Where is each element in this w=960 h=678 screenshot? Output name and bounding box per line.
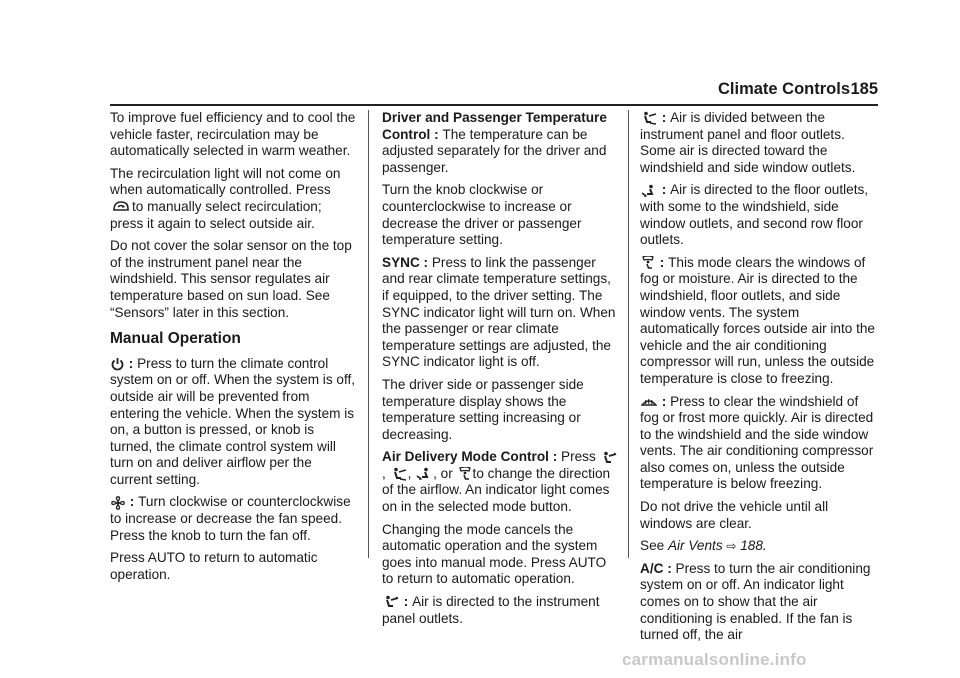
floor-mode-icon	[641, 184, 657, 198]
defog-mode-icon	[458, 467, 472, 481]
column-2	[382, 110, 618, 633]
text: to manually select recirculation; press it again to select outside air.	[110, 198, 322, 231]
air-vents-link[interactable]: Air Vents	[667, 538, 723, 554]
watermark: carmanualsonline.info	[622, 650, 807, 669]
text: Air is directed to the instrument panel outlets.	[382, 594, 600, 626]
fan-icon	[111, 496, 125, 510]
column-divider	[628, 110, 629, 558]
vent-mode-icon	[601, 451, 617, 465]
paragraph-recirculation	[110, 166, 356, 232]
bilevel-mode-icon	[641, 111, 657, 125]
label: Air Delivery Mode Control :	[382, 449, 562, 465]
paragraph-fuel-efficiency: To improve fuel efficiency and to cool the vehicle faster, recirculation may be automatically selected in warm weather.	[110, 110, 356, 159]
paragraph-do-not-drive: Do not drive the vehicle until all windows are clear.	[640, 499, 829, 531]
floor-mode-icon	[416, 467, 432, 481]
label: :	[658, 393, 671, 409]
text: See	[640, 538, 668, 554]
paragraph-auto: Press AUTO to return to automatic operation.	[110, 550, 318, 582]
column-1	[110, 110, 356, 589]
label: SYNC :	[382, 254, 432, 270]
defog-mode-icon	[641, 256, 655, 270]
paragraph-vent	[382, 594, 618, 627]
paragraph-temperature-control	[382, 110, 618, 176]
paragraph-floor	[640, 182, 878, 248]
paragraph-fan	[110, 494, 356, 544]
paragraph-bilevel	[640, 110, 878, 176]
paragraph-air-delivery	[382, 449, 618, 515]
paragraph-changing-mode: Changing the mode cancels the automatic operation and the system goes into manual mode. Press AUTO to return to automatic operation.	[382, 521, 607, 587]
text: to change the direction of the airflow. An indicator light comes on in the selected mode button.	[382, 465, 611, 515]
section-title: Climate Controls	[718, 80, 851, 98]
vent-mode-icon	[383, 595, 399, 609]
text: This mode clears the windows of fog or moisture. Air is directed to the windshield, floor outlets, and side window vents. The system automatically forces outside air into the vehicle and the air conditioning compressor will run, unless the outside temperature is close to freezing.	[640, 254, 875, 386]
text: ,	[382, 465, 386, 481]
paragraph-defrost	[640, 394, 878, 494]
text: Press to link the passenger and rear climate temperature settings, if equipped, to the driver setting. The SYNC indicator light will turn on. When the passenger or rear climate temperature settings are adjusted, the SYNC indicator light is off.	[382, 254, 616, 370]
text: Press to turn the air conditioning system on or off. An indicator light comes on to show that the air conditioning is enabled. If the fan is turned off, the air	[640, 560, 871, 643]
column-3	[640, 110, 878, 650]
paragraph-temp-display: The driver side or passenger side temperature display shows the temperature setting increasing or decreasing.	[382, 376, 584, 442]
defrost-icon	[641, 395, 657, 409]
label: :	[658, 110, 671, 125]
paragraph-power	[110, 356, 356, 489]
paragraph-defog	[640, 255, 878, 388]
text: ,	[407, 465, 412, 481]
text: , or	[433, 465, 453, 481]
text: The temperature can be adjusted separately for the driver and passenger.	[382, 126, 607, 175]
bilevel-mode-icon	[391, 467, 407, 481]
heading-manual-operation: Manual Operation	[110, 330, 241, 348]
paragraph-see-air-vents	[640, 538, 878, 555]
power-icon	[111, 357, 124, 371]
label: :	[126, 494, 139, 510]
text: Press to clear the windshield of fog or frost more quickly. Air is directed to the windshield and the side window vents. The air conditioning compressor also comes on, unless the outside temperature is below freezing.	[640, 393, 874, 492]
text: Turn clockwise or counterclockwise to increase or decrease the fan speed. Press the knob to turn the fan off.	[110, 494, 351, 543]
label: :	[125, 355, 138, 371]
text: Press	[561, 449, 596, 465]
paragraph-sync	[382, 255, 618, 371]
paragraph-ac	[640, 561, 878, 644]
page-header	[718, 80, 878, 102]
text: Press to turn the climate control system on or off. When the system is off, outside air will be prevented from entering the vehicle. When the system is on, a button is pressed, or knob is turned, the climate control system will turn on and deliver airflow per the current setting.	[110, 355, 356, 487]
label: :	[656, 254, 669, 270]
text: The recirculation light will not come on when automatically controlled. Press	[110, 165, 341, 198]
recirculation-icon	[111, 200, 131, 214]
text: Air is divided between the instrument panel and floor outlets. Some air is directed toward the windshield and side window outlets.	[640, 110, 856, 175]
page-ref-arrow-icon: ⇨	[726, 539, 737, 554]
paragraph-solar-sensor: Do not cover the solar sensor on the top of the instrument panel near the windshield. This sensor regulates air temperature based on sun load. See “Sensors” later in this section.	[110, 238, 352, 320]
column-divider	[368, 110, 369, 558]
text: Air is directed to the floor outlets, with some to the windshield, side window outlets, and second row floor outlets.	[640, 182, 869, 248]
header-rule	[110, 104, 878, 106]
label: :	[658, 182, 671, 198]
label: :	[400, 594, 413, 610]
label: Driver and Passenger Temperature Control :	[382, 110, 607, 142]
page-number: 185	[850, 80, 878, 98]
page-ref[interactable]: 188.	[740, 538, 767, 554]
paragraph-turn-knob: Turn the knob clockwise or counterclockwise to increase or decrease the driver or passenger temperature setting.	[382, 182, 582, 248]
label: A/C :	[640, 560, 676, 576]
